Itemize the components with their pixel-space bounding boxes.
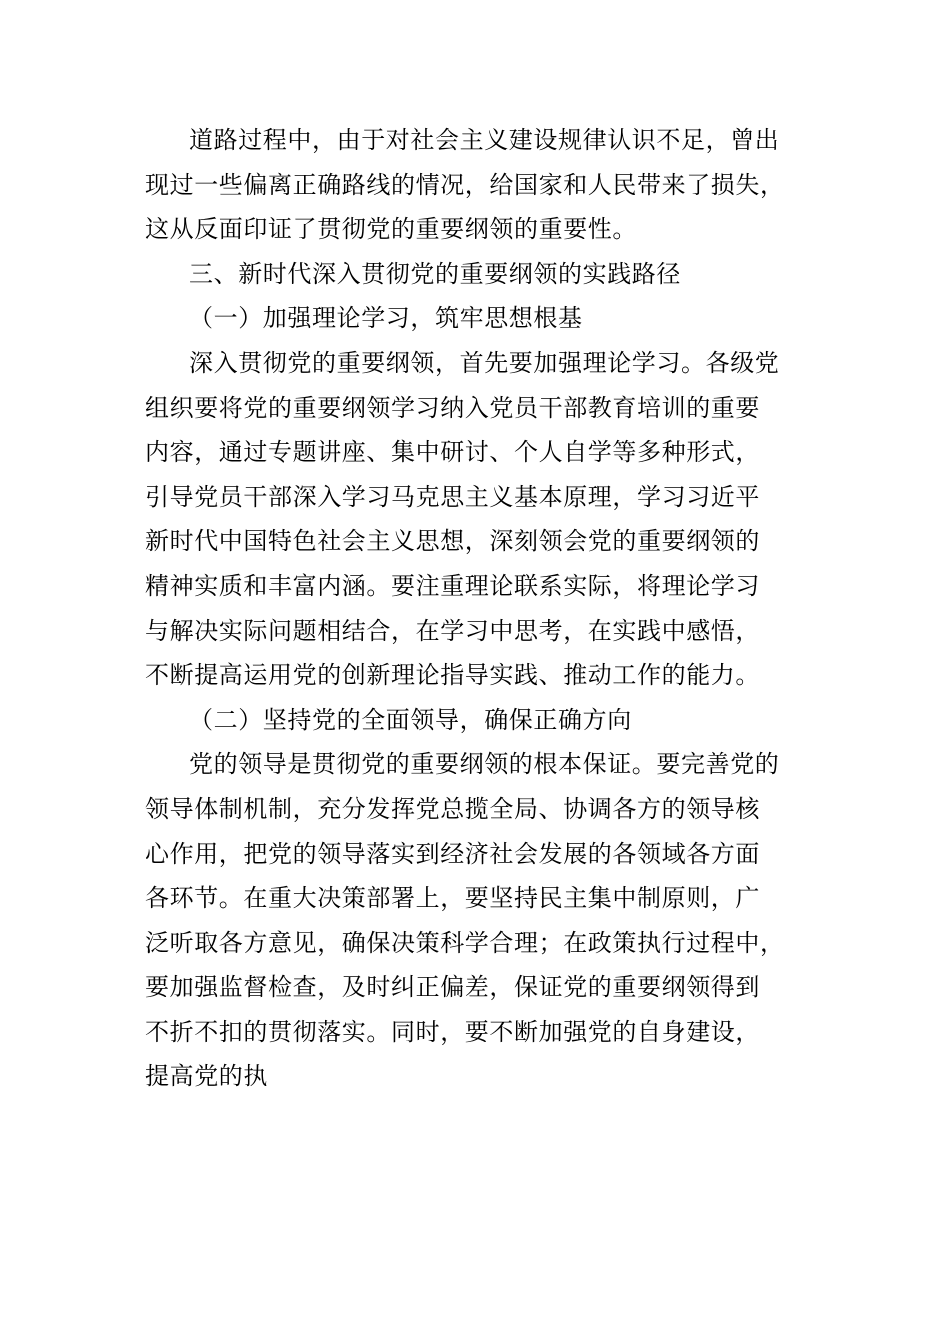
text-line: 这从反面印证了贯彻党的重要纲领的重要性。 [145, 215, 637, 244]
text-line: 党的领导是贯彻党的重要纲领的根本保证。要完善党的 [189, 750, 780, 779]
text-line: 现过一些偏离正确路线的情况，给国家和人民带来了损失， [145, 170, 785, 199]
text-line: 各环节。在重大决策部署上，要坚持民主集中制原则，广 [145, 884, 760, 913]
text-line: 心作用，把党的领导落实到经济社会发展的各领域各方面 [145, 839, 760, 868]
text-line: 组织要将党的重要纲领学习纳入党员干部教育培训的重要 [145, 393, 760, 422]
text-line: 精神实质和丰富内涵。要注重理论联系实际，将理论学习 [145, 571, 760, 600]
paragraph [145, 341, 815, 698]
text-line: 内容，通过专题讲座、集中研讨、个人自学等多种形式， [145, 438, 760, 467]
text-line: 不折不扣的贯彻落实。同时，要不断加强党的自身建设， [145, 1017, 760, 1046]
text-line: 与解决实际问题相结合，在学习中思考，在实践中感悟， [145, 616, 760, 645]
text-line: 深入贯彻党的重要纲领，首先要加强理论学习。各级党 [189, 348, 780, 377]
subsection-heading-text: （二）坚持党的全面领导，确保正确方向 [189, 705, 632, 734]
text-line: 道路过程中，由于对社会主义建设规律认识不足，曾出 [189, 126, 780, 154]
section-heading [145, 252, 815, 297]
text-line: 要加强监督检查，及时纠正偏差，保证党的重要纲领得到 [145, 973, 760, 1002]
text-line: 领导体制机制，充分发挥党总揽全局、协调各方的领导核 [145, 794, 760, 823]
subsection-heading-text: （一）加强理论学习，筑牢思想根基 [189, 304, 583, 333]
text-line: 泛听取各方意见，确保决策科学合理；在政策执行过程中， [145, 928, 785, 957]
section-heading-text: 三、新时代深入贯彻党的重要纲领的实践路径 [189, 259, 681, 288]
text-line: 引导党员干部深入学习马克思主义基本原理，学习习近平 [145, 482, 760, 511]
paragraph [145, 742, 815, 1099]
subsection-heading-2 [145, 698, 815, 743]
document-body [145, 118, 815, 1099]
text-line: 新时代中国特色社会主义思想，深刻领会党的重要纲领的 [145, 527, 760, 556]
text-line: 不断提高运用党的创新理论指导实践、推动工作的能力。 [145, 661, 760, 690]
subsection-heading-1 [145, 296, 815, 341]
text-line: 提高党的执 [145, 1062, 268, 1091]
paragraph-continuation [145, 118, 815, 252]
